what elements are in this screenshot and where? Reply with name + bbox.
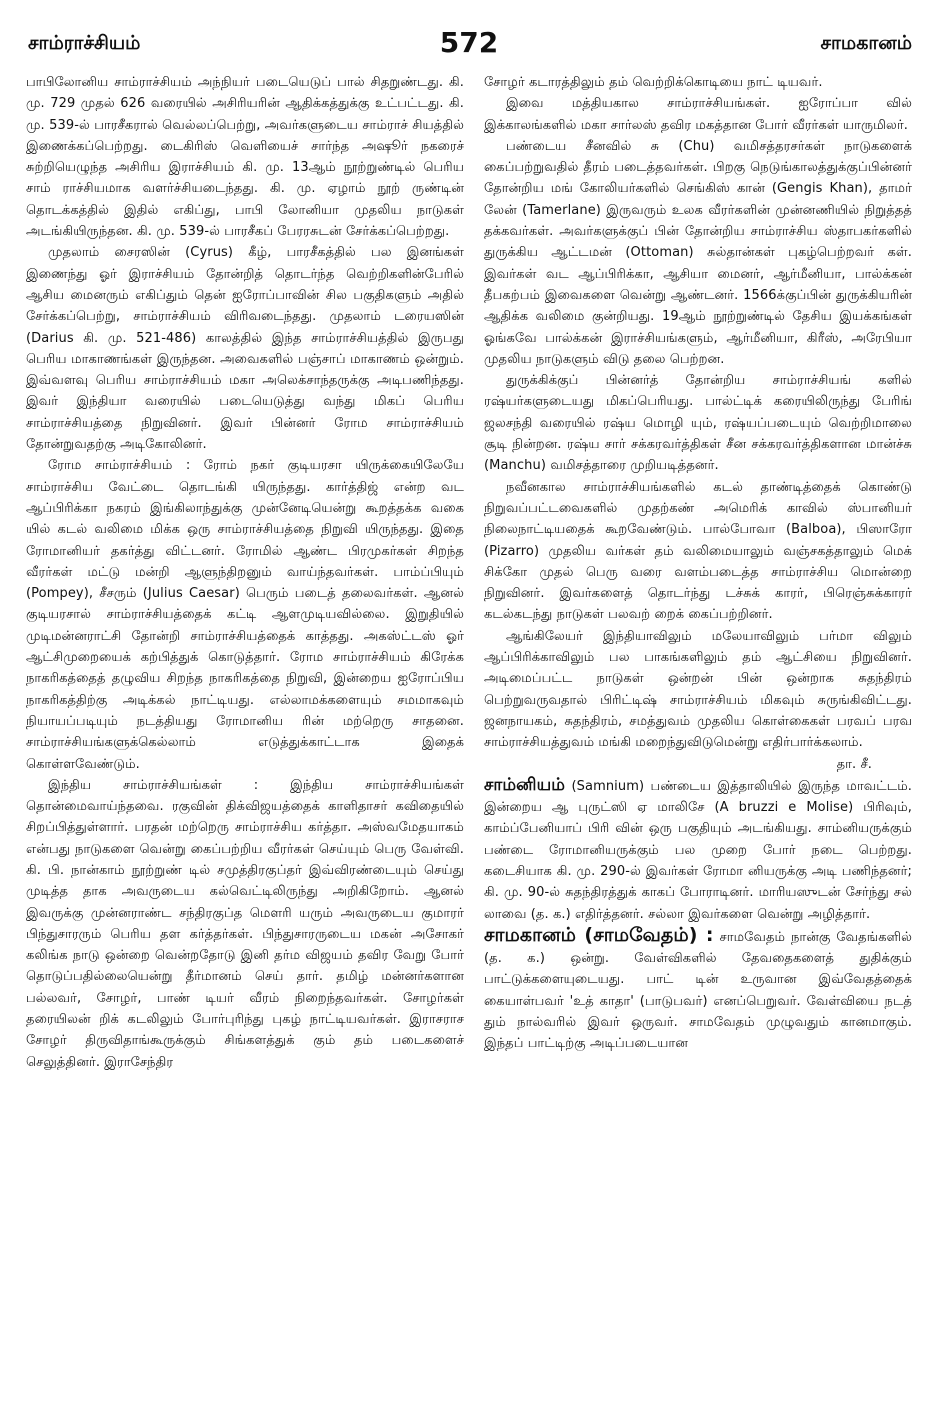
paragraph-modern-spanish: நவீனகால சாம்ராச்சியங்களில் கடல் தாண்டித்தைக் கொண்டு நிறுவப்பட்டவைகளில் முதற்கண் அமெரிக் காவில் ஸ்பானியர் நிலைநாட்டியதைக் கூறவேண்டும். பால்போவா (Balboa), பிஸாரோ (Pizarro) முதலிய வர்கள் தம் வலிமையாலும் வஞ்சகத்தாலும் மெக் சிக்கோ முதல் பெரு வரை வளம்படைத்த சாம்ராச்சிய மொன்றை நிறுவினர். இவர்களைத் தொடர்ந்து டச்சுக் காரர், பிரெஞ்சுக்காரர் கடல்கடந்து நாடுகள் பலவற் றைக் கைப்பற்றினர். <box>484 479 912 623</box>
paragraph-chola-continued: சோழர் கடாரத்திலும் தம் வெற்றிக்கொடியை நாட் டியவர். <box>484 75 823 90</box>
author-initials: தா. சீ. <box>836 756 872 772</box>
entry-samagaanam-headword: சாமகானம் (சாமவேதம்) : <box>484 923 714 946</box>
paragraph-russian: துருக்கிக்குப் பின்னர்த் தோன்றிய சாம்ராச்சியங் களில் ரஷ்யர்களுடையது மிகப்பெரியது. பால்ட்டிக் கரையிலிருந்து பேரிங் ஜலசந்தி வரையில் ரஷ்ய மொழி யும், ரஷ்யப்படையும் வெற்றிமாலை சூடி நின்றன. ரஷ்ய சார் சக்கரவர்த்திகள் சீன சக்கரவர்த்திகளான மான்ச்சு (Manchu) வமிசத்தாரை முறியடித்தனர். <box>484 373 912 474</box>
entry-samnium-headword: சாம்னியம் <box>484 774 566 795</box>
paragraph-british: ஆங்கிலேயர் இந்தியாவிலும் மலேயாவிலும் பர்மா விலும் ஆப்பிரிக்காவிலும் பல பாகங்களிலும் தம் ஆட்சியை நிறுவினர். அடிமைப்பட்ட நாடுகள் ஒன்றன் பின் ஒன்றாக சுதந்திரம் பெற்றுவருவதால் பிரிட்டிஷ் சாம்ராச்சியம் மிகவும் சுருங்கிவிட்டது. ஜனநாயகம், சுதந்திரம், சமத்துவம் முதலிய கொள்கைகள் பரவப் பரவ சாம்ராச்சியத்துவம் மங்கி மறைந்துவிடுமென்று எதிர்பார்க்கலாம். <box>484 628 912 751</box>
paragraph-persian: முதலாம் சைரஸின் (Cyrus) கீழ், பாரசீகத்தில் பல இனங்கள் இணைந்து ஓர் இராச்சியம் தோன்றித் தொடர்ந்த வெற்றிகளின்பேரில் ஆசிய மைனரும் எகிப்தும் தென் ஐரோப்பாவின் சில பகுதிகளும் அதில் சேர்க்கப்பெற்று, சாம்ராச்சியம் விரிவடைந்தது. முதலாம் டரையஸின் (Darius கி. மு. 521-486) காலத்தில் இந்த சாம்ராச்சியத்தில் இருபது பெரிய மாகாணங்கள் இருந்தன. அவைகளில் பஞ்சாப் மாகாணம் ஒன்றும். இவ்வளவு பெரிய சாம்ராச்சியம் மகா அலெக்சாந்தருக்கு அடிபணிந்தது. இவர் இந்தியா வரையில் படையெடுத்து வந்து மிகப் பெரிய சாம்ராச்சியத்தை நிறுவினர். இவர் பின்னர் ரோம சாம்ராச்சியம் தோன்றுவதற்கு அடிகோலினர். <box>26 245 464 453</box>
entry-samagaanam <box>484 925 912 1055</box>
entry-samnium <box>484 775 912 925</box>
paragraph-roman: ரோம சாம்ராச்சியம் : ரோம் நகர் குடியரசா யிருக்கையிலேயே சாம்ராச்சிய வேட்டை தொடங்கி யிருந்தது. கார்த்திஜ் என்ற வட ஆப்பிரிக்கா நகரம் இங்கிலாந்துக்கு முன்னேடியென்று கூறத்தக்க வகை யில் கடல் வலிமை மிக்க ஒரு சாம்ராச்சியத்தை நிறுவி யிருந்தது. இதை ரோமானியர் தகர்த்து விட்டனர். ரோமில் ஆண்ட பிரமுகர்கள் சிறந்த வீரர்கள் மட்டு மன்றி ஆளுந்திறனும் வாய்ந்தவர்கள். பாம்ப்பியும் (Pompey), சீசரும் (Julius Caesar) பெரும் படைத் தலைவர்கள். ஆனல் குடியரசால் சாம்ராச்சியத்தைக் கட்டி ஆளமுடியவில்லை. இறுதியில் முடிமன்னராட்சி தோன்றி சாம்ராச்சியத்தைக் காத்தது. அகஸ்ட்டஸ் ஓர் ஆட்சிமுறையைக் கற்பித்துக் கொடுத்தார். ரோம சாம்ராச்சியம் கிரேக்க நாகரிகத்தைத் தழுவிய சிறந்த நாகரிகத்தை நிறுவி, இன்றைய ஐரோப்பிய நாகரிகத்திற்கு அடிக்கல் நாட்டியது. எல்லாமக்களையும் சமமாகவும் நியாயப்படியும் நடத்தியது ரோமானிய ரின் மற்றெரு சாதனை. சாம்ராச்சியங்களுக்கெல்லாம் எடுத்துக்காட்டாக இதைக் கொள்ளவேண்டும். <box>26 458 464 772</box>
text-columns <box>26 72 912 1073</box>
paragraph-chinese-mongol-ottoman: பண்டைய சீனவில் சு (Chu) வமிசத்தரசர்கள் நாடுகளைக் கைப்பற்றுவதில் தீரம் படைத்தவர்கள். பிறகு நெடுங்காலத்துக்குப்பின்னர் தோன்றிய மங் கோலியர்களில் செங்கிஸ் கான் (Gengis Khan), தாமர் லேன் (Tamerlane) இருவரும் உலக வீரர்களின் முன்னணியில் நிறுத்தத் தக்கவர்கள். அவர்களுக்குப் பின் தோன்றிய சாம்ராச்சிய ஸ்தாபகர்களில் துருக்கிய ஆட்டமன் (Ottoman) சுல்தான்கள் புகழ்பெற்றவர் கள். இவர்கள் வட ஆப்பிரிக்கா, ஆசியா மைனர், ஆர்மீனியா, பால்க்கன் தீபகற்பம் இவைகளை வென்று ஆண்டனர். 1566க்குப்பின் துருக்கியரின் ஆதிக்க வலிமை குன்றியது. 19ஆம் நூற்றுண்டில் தேசிய இயக்கங்கள் ஓங்கவே பால்க்கன் இராச்சியங்களும், ஆர்மீனியா, கிரீஸ், அரேபியா முதலிய நாடுகளும் விடு தலை பெற்றன. <box>484 138 912 367</box>
paragraph-medieval: இவை மத்தியகால சாம்ராச்சியங்கள். ஐரோப்பா வில் இக்காலங்களில் மகா சார்லஸ் தவிர மகத்தான போர் வீரர்கள் யாருமிலர். <box>484 96 912 133</box>
right-running-head: சாமகானம் <box>820 32 912 54</box>
entry-samnium-body: (Samnium) பண்டைய இத்தாலியில் இருந்த மாவட்டம். இன்றைய ஆ புருட்ஸி ஏ மாலிசே (A bruzzi e Molise) பிரிவும், காம்ப்பேனியாப் பிரி வின் ஒரு பகுதியும் அடங்கியது. சாம்னியருக்கும் பண்டை ரோமானியருக்கும் பல முறை போர் நடை பெற்றது. கடைசியாக கி. மு. 290-ல் இவர்கள் ரோமா னியருக்கு அடி பணிந்தனர்; கி. மு. 90-ல் சுதந்திரத்துக் காகப் போராடினர். மாரியஸுடன் சேர்ந்து சல் லாவை (த. க.) எதிர்த்தனர். சல்லா இவர்களை வென்று அழித்தார். <box>484 778 912 922</box>
left-column <box>26 72 464 1073</box>
paragraph-indian: இந்திய சாம்ராச்சியங்கள் : இந்திய சாம்ராச்சியங்கள் தொன்மைவாய்ந்தவை. ரகுவின் திக்விஜயத்தைக் காளிதாசர் கவிதையில் சிறப்பித்துள்ளார். பரதன் மற்றெரு சாம்ராச்சிய கர்த்தா. அஸ்வமேதயாகம் என்பது நாடுகளை வென்று கைப்பற்றிய வீரர்கள் செய்யும் பெரு வேள்வி. கி. பி. நான்காம் நூற்றுண் டில் சமுத்திரகுப்தர் இவ்விரண்டையும் செய்து முடித்த தாக அவருடைய கல்வெட்டிலிருந்து அறிகிறோம். ஆனல் இவருக்கு முன்னராண்ட சந்திரகுப்த மௌரி யரும் அவருடைய குமாரர் பிந்துசாரரும் பெரிய தள கர்த்தர்கள். பிந்துசாரருடைய மகன் அசோகர் கலிங்க நாடு ஒன்றை வென்றதோடு இனி தர்ம விஜயம் தவிர வேறு போர் தொடுப்பதில்லையென்று தீர்மானம் செய் தார். தமிழ் மன்னர்களான பல்லவர், சோழர், பாண் டியர் வீரம் நிறைந்தவர்கள். சோழர்கள் தரையிலன் றிக் கடலிலும் போர்புரிந்து புகழ் நாட்டியவர்கள். இராசராச சோழர் திருவிதாங்கூருக்கும் சிங்களத்துக் கும் தம் படைகளைச் செலுத்தினர். இராசேந்திர <box>26 777 464 1070</box>
left-running-head: சாம்ராச்சியம் <box>28 32 141 54</box>
page-number: 572 <box>439 26 499 59</box>
entry-samagaanam-body: சாமவேதம் நான்கு வேதங்களில் (த. க.) ஒன்று. வேள்விகளில் தேவதைகளைத் துதிக்கும் பாட்டுக்களையுடையது. பாட் டின் உருவான இவ்வேதத்தைக் கையாள்பவர் 'உத் காதா' (பாடுபவர்) எனப்பெறுவர். வேள்வியை நடத் தும் நால்வரில் இவர் ஒருவர். சாமவேதம் முழுவதும் கானமாகும். இந்தப் பாட்டிற்கு அடிப்படையான <box>484 929 912 1052</box>
page-header <box>26 26 912 70</box>
right-column <box>484 72 912 1073</box>
paragraph-babylonian: பாபிலோனிய சாம்ராச்சியம் அந்நியர் படையெடுப் பால் சிதறுண்டது. கி. மு. 729 முதல் 626 வரையில் அசிரியரின் ஆதிக்கத்துக்கு உட்பட்டது. கி. மு. 539-ல் பாரசீகரால் வெல்லப்பெற்று, அவர்களுடைய சாம்ராச் சியத்தில் இணைக்கப்பெற்றது. டைகிரிஸ் வெளியைச் சார்ந்த அஷூர் நகரைச் சுற்றியெழுந்த அசிரிய இராச்சியம் கி. மு. 13ஆம் நூற்றுண்டில் பெரிய சாம் ராச்சியமாக வளர்ச்சியடைந்தது. கி. மு. ஏழாம் நூற் ருண்டின் தொடக்கத்தில் இதில் எகிப்து, பாபி லோனியா முதலிய நாடுகள் அடங்கியிருந்தன. கி. மு. 539-ல் பாரசீகப் பேரரசுடன் சேர்க்கப்பெற்றது. <box>26 75 464 240</box>
